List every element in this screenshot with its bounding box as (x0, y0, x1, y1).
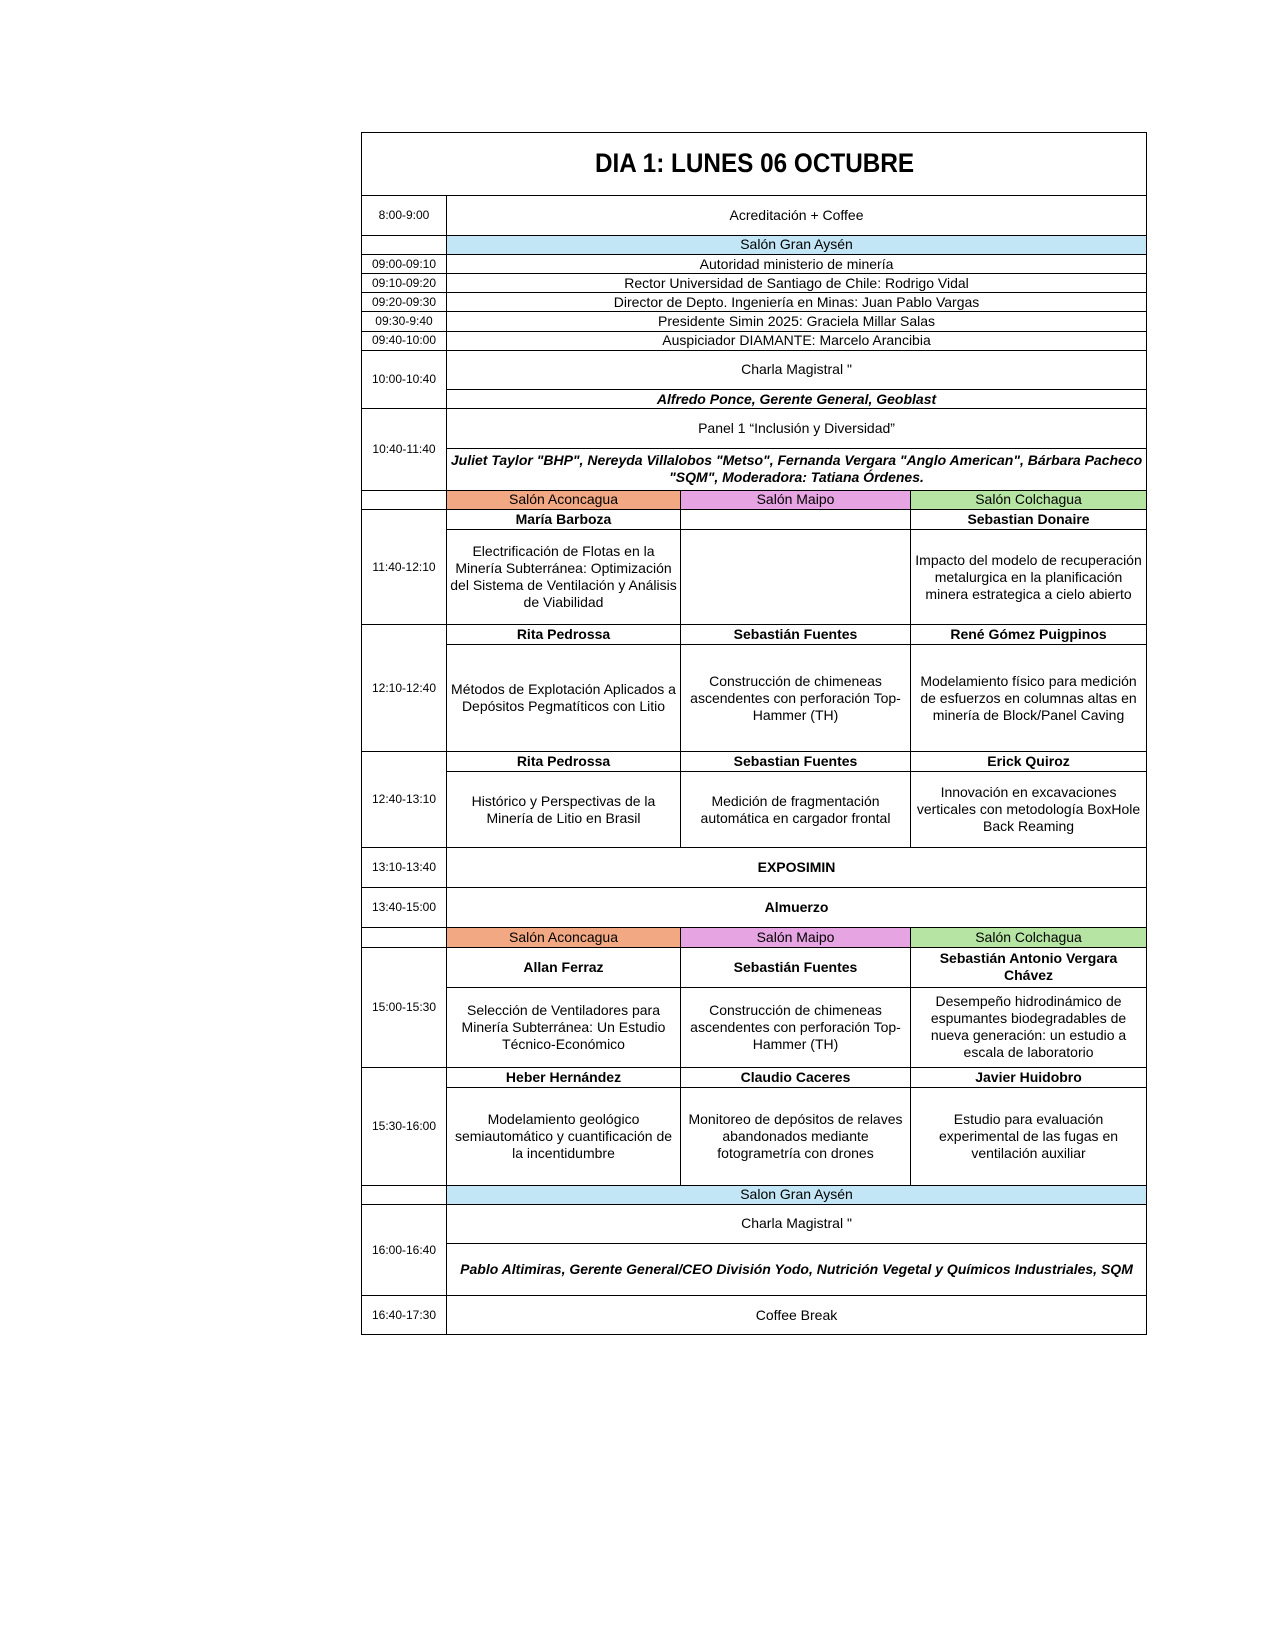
talk-cell: Electrificación de Flotas en la Minería Subterránea: Optimización del Sistema de Ventilación y Análisis de Viabilidad (447, 530, 681, 625)
speaker-cell: Sebastián Fuentes (681, 947, 911, 987)
time-cell: 09:00-09:10 (362, 255, 447, 274)
room-colchagua: Salón Colchagua (911, 928, 1147, 947)
talk-cell: Construcción de chimeneas ascendentes con perforación Top-Hammer (TH) (681, 645, 911, 752)
empty-cell (362, 1185, 447, 1204)
room-header-row (362, 1185, 1147, 1204)
speaker-cell: Sebastián Fuentes (681, 625, 911, 645)
talk-cell: Impacto del modelo de recuperación metalurgica en la planificación minera estrategica a cielo abierto (911, 530, 1147, 625)
empty-cell (362, 235, 447, 254)
room-header-row (362, 490, 1147, 509)
empty-cell (681, 510, 911, 530)
talk-cell: Desempeño hidrodinámico de espumantes biodegradables de nueva generación: un estudio a escala de laboratorio (911, 987, 1147, 1067)
room-gran-aysen: Salon Gran Aysén (447, 1185, 1147, 1204)
time-cell: 16:40-17:30 (362, 1296, 447, 1335)
speaker-cell: María Barboza (447, 510, 681, 530)
speaker-cell: Pablo Altimiras, Gerente General/CEO División Yodo, Nutrición Vegetal y Químicos Industriales, SQM (447, 1244, 1147, 1296)
time-cell: 12:10-12:40 (362, 625, 447, 752)
event-cell: Auspiciador DIAMANTE: Marcelo Arancibia (447, 331, 1147, 350)
page-title: DIA 1: LUNES 06 OCTUBRE (401, 133, 1108, 196)
talk-cell: Selección de Ventiladores para Minería Subterránea: Un Estudio Técnico-Económico (447, 987, 681, 1067)
schedule-row (362, 390, 1147, 409)
event-cell: Autoridad ministerio de minería (447, 255, 1147, 274)
event-cell: Presidente Simin 2025: Graciela Millar Salas (447, 312, 1147, 331)
speaker-cell: Erick Quiroz (911, 752, 1147, 772)
talk-cell: Construcción de chimeneas ascendentes con perforación Top-Hammer (TH) (681, 987, 911, 1067)
schedule-row (362, 1204, 1147, 1243)
schedule-row (362, 1067, 1147, 1087)
time-cell: 09:20-09:30 (362, 293, 447, 312)
schedule-row (362, 1244, 1147, 1296)
event-cell: Rector Universidad de Santiago de Chile: Rodrigo Vidal (447, 274, 1147, 293)
schedule-row (362, 409, 1147, 448)
talk-cell: Modelamiento geológico semiautomático y cuantificación de la incentidumbre (447, 1087, 681, 1185)
empty-cell (362, 490, 447, 509)
schedule-row (362, 195, 1147, 235)
time-cell: 15:30-16:00 (362, 1067, 447, 1185)
speaker-cell: Rita Pedrossa (447, 752, 681, 772)
schedule-row (362, 847, 1147, 887)
room-aconcagua: Salón Aconcagua (447, 490, 681, 509)
room-maipo: Salón Maipo (681, 490, 911, 509)
time-cell: 10:00-10:40 (362, 350, 447, 408)
schedule-row (362, 255, 1147, 274)
time-cell: 11:40-12:10 (362, 510, 447, 625)
schedule-row (362, 274, 1147, 293)
schedule-row (362, 350, 1147, 389)
event-cell: Director de Depto. Ingeniería en Minas: Juan Pablo Vargas (447, 293, 1147, 312)
event-cell: Panel 1 “Inclusión y Diversidad” (447, 409, 1147, 448)
event-cell: Charla Magistral " (447, 350, 1147, 389)
schedule-row (362, 331, 1147, 350)
speaker-cell: Allan Ferraz (447, 947, 681, 987)
schedule-row (362, 510, 1147, 530)
schedule-row (362, 1296, 1147, 1335)
event-cell: Acreditación + Coffee (447, 195, 1147, 235)
talk-cell: Innovación en excavaciones verticales con metodología BoxHole Back Reaming (911, 772, 1147, 848)
room-header-row (362, 928, 1147, 947)
speaker-cell: Sebastián Antonio Vergara Chávez (911, 947, 1147, 987)
time-cell: 8:00-9:00 (362, 195, 447, 235)
schedule-row (362, 530, 1147, 625)
schedule-row (362, 625, 1147, 645)
schedule-row (362, 772, 1147, 848)
schedule-row (362, 752, 1147, 772)
time-cell: 10:40-11:40 (362, 409, 447, 491)
time-cell: 09:40-10:00 (362, 331, 447, 350)
empty-cell (681, 530, 911, 625)
speaker-cell: Rita Pedrossa (447, 625, 681, 645)
schedule-table (361, 132, 1147, 1335)
schedule-row (362, 888, 1147, 928)
schedule-row (362, 947, 1147, 987)
talk-cell: Estudio para evaluación experimental de las fugas en ventilación auxiliar (911, 1087, 1147, 1185)
speaker-cell: Sebastian Fuentes (681, 752, 911, 772)
time-cell: 09:30-9:40 (362, 312, 447, 331)
speaker-cell: René Gómez Puigpinos (911, 625, 1147, 645)
time-cell: 15:00-15:30 (362, 947, 447, 1067)
schedule-row (362, 645, 1147, 752)
room-header-row (362, 235, 1147, 254)
speaker-cell: Sebastian Donaire (911, 510, 1147, 530)
schedule-row (362, 293, 1147, 312)
time-cell: 12:40-13:10 (362, 752, 447, 848)
time-cell: 09:10-09:20 (362, 274, 447, 293)
time-cell: 16:00-16:40 (362, 1204, 447, 1296)
talk-cell: Medición de fragmentación automática en cargador frontal (681, 772, 911, 848)
talk-cell: Modelamiento físico para medición de esfuerzos en columnas altas en minería de Block/Panel Caving (911, 645, 1147, 752)
event-cell: Coffee Break (447, 1296, 1147, 1335)
talk-cell: Monitoreo de depósitos de relaves abandonados mediante fotogrametría con drones (681, 1087, 911, 1185)
schedule-row (362, 987, 1147, 1067)
schedule-row (362, 1087, 1147, 1185)
title-row (362, 133, 1147, 196)
schedule-row (362, 312, 1147, 331)
room-gran-aysen: Salón Gran Aysén (447, 235, 1147, 254)
speaker-cell: Alfredo Ponce, Gerente General, Geoblast (447, 390, 1147, 409)
event-cell: Almuerzo (447, 888, 1147, 928)
speaker-cell: Juliet Taylor "BHP", Nereyda Villalobos "Metso", Fernanda Vergara "Anglo American", Bárbara Pacheco "SQM", Moderadora: Tatiana Órdenes. (447, 448, 1147, 490)
empty-cell (362, 928, 447, 947)
event-cell: EXPOSIMIN (447, 847, 1147, 887)
room-maipo: Salón Maipo (681, 928, 911, 947)
speaker-cell: Claudio Caceres (681, 1067, 911, 1087)
event-cell: Charla Magistral " (447, 1204, 1147, 1243)
time-cell: 13:10-13:40 (362, 847, 447, 887)
room-aconcagua: Salón Aconcagua (447, 928, 681, 947)
talk-cell: Métodos de Explotación Aplicados a Depósitos Pegmatíticos con Litio (447, 645, 681, 752)
speaker-cell: Heber Hernández (447, 1067, 681, 1087)
schedule-row (362, 448, 1147, 490)
talk-cell: Histórico y Perspectivas de la Minería de Litio en Brasil (447, 772, 681, 848)
room-colchagua: Salón Colchagua (911, 490, 1147, 509)
time-cell: 13:40-15:00 (362, 888, 447, 928)
speaker-cell: Javier Huidobro (911, 1067, 1147, 1087)
